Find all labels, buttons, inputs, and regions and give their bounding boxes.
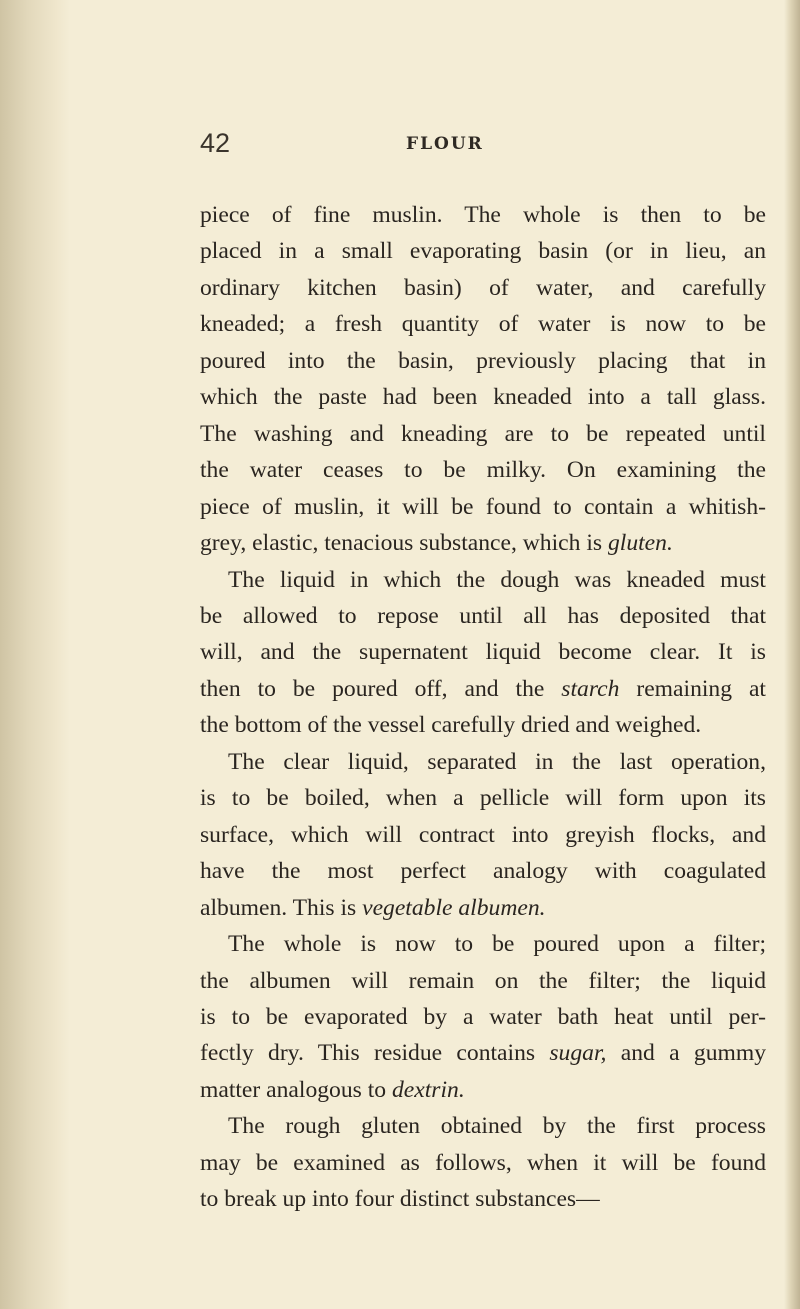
italic-term: starch — [561, 675, 620, 702]
paragraph-start-line: The whole is now to be poured upon a filter; — [228, 931, 766, 958]
text-line: placed in a small evaporating basin (or in lieu, an — [200, 238, 766, 265]
text-line: fectly dry. This residue contains sugar, and a gummy — [200, 1040, 766, 1067]
text-line: is to be evaporated by a water bath heat until per- — [200, 1003, 766, 1030]
text-line: be allowed to repose until all has deposited that — [200, 602, 766, 629]
italic-term: gluten. — [607, 530, 673, 557]
italic-term: dextrin. — [391, 1076, 465, 1103]
running-head: FLOUR — [406, 134, 484, 154]
text-line: is to be boiled, when a pellicle will form upon its — [200, 785, 766, 812]
text-line: which the paste had been kneaded into a tall glass. — [200, 384, 766, 411]
italic-term: sugar, — [549, 1040, 607, 1067]
paragraph-start-line: The rough gluten obtained by the first process — [228, 1113, 766, 1140]
text-line: ordinary kitchen basin) of water, and carefully — [200, 274, 766, 301]
text-line: the bottom of the vessel carefully dried and weighed. — [200, 712, 702, 739]
text-line: piece of muslin, it will be found to contain a whitish- — [200, 493, 766, 520]
page-number: 42 — [200, 128, 231, 158]
paragraph-start-line: The clear liquid, separated in the last operation, — [228, 748, 766, 775]
text-line: will, and the supernatent liquid become clear. It is — [200, 639, 766, 666]
text-line: grey, elastic, tenacious substance, which is gluten. — [200, 530, 673, 557]
page-gutter-shadow — [0, 0, 70, 1309]
text-line: may be examined as follows, when it will be found — [200, 1149, 766, 1176]
body-text — [200, 197, 766, 1218]
text-line: have the most perfect analogy with coagulated — [200, 858, 766, 885]
text-line: the water ceases to be milky. On examining the — [200, 457, 766, 484]
text-line: albumen. This is vegetable albumen. — [200, 894, 546, 921]
page-edge-shadow — [784, 0, 800, 1309]
text-line: to break up into four distinct substances— — [200, 1186, 600, 1213]
text-line: matter analogous to dextrin. — [200, 1076, 465, 1103]
text-line: The washing and kneading are to be repeated until — [200, 420, 766, 447]
text-line: the albumen will remain on the filter; the liquid — [200, 967, 766, 994]
text-line: surface, which will contract into greyish flocks, and — [200, 821, 766, 848]
italic-term: vegetable albumen. — [362, 894, 546, 921]
text-line: poured into the basin, previously placing that in — [200, 347, 766, 374]
paragraph-start-line: The liquid in which the dough was kneaded must — [228, 566, 766, 593]
text-line: kneaded; a fresh quantity of water is now to be — [200, 311, 766, 338]
text-line: then to be poured off, and the starch remaining at — [200, 675, 766, 702]
text-line: piece of fine muslin. The whole is then to be — [200, 202, 766, 228]
